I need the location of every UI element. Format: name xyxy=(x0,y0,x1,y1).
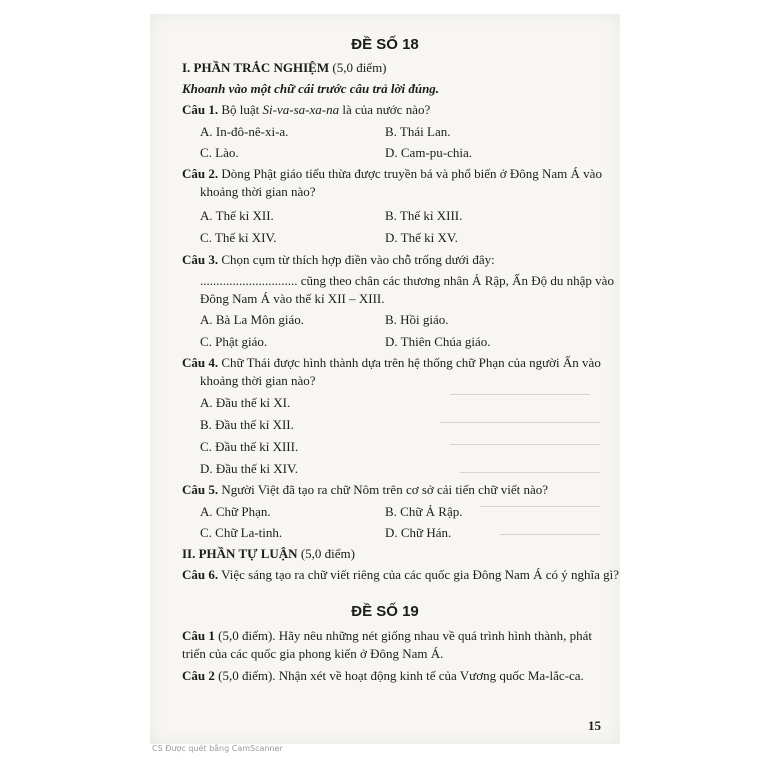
q1-option-c: C. Lào. xyxy=(200,145,239,160)
q4-option-a: A. Đầu thế kỉ XI. xyxy=(200,395,291,410)
part1-heading-text: I. PHẦN TRẮC NGHIỆM xyxy=(182,60,330,75)
exam-19-title: ĐỀ SỐ 19 xyxy=(351,603,419,620)
q3-line1: Chọn cụm từ thích hợp điền vào chỗ trống dưới đây: xyxy=(221,252,495,267)
q3-option-d: D. Thiên Chúa giáo. xyxy=(385,334,491,349)
q4-label: Câu 4. xyxy=(182,355,219,370)
q5-option-a: A. Chữ Phạn. xyxy=(200,504,271,519)
q1-stem xyxy=(182,102,430,118)
q5-label: Câu 5. xyxy=(182,482,219,497)
q2-label: Câu 2. xyxy=(182,166,219,181)
q2-option-d: D. Thế kỉ XV. xyxy=(385,230,458,245)
q1-option-a: A. In-đô-nê-xi-a. xyxy=(200,124,289,139)
part1-heading xyxy=(182,60,387,76)
q5-line1: Người Việt đã tạo ra chữ Nôm trên cơ sở cải tiến chữ viết nào? xyxy=(221,482,549,497)
q3-line2: cũng theo chân các thương nhân Ả Rập, Ấn Độ du nhập vào xyxy=(300,273,614,288)
q3-line3: Đông Nam Á vào thế kỉ XII – XIII. xyxy=(200,291,385,306)
bleed-through-line xyxy=(440,422,600,423)
q4-stem xyxy=(182,355,601,371)
q3-option-a: A. Bà La Môn giáo. xyxy=(200,312,304,327)
q5-option-d: D. Chữ Hán. xyxy=(385,525,452,540)
q6-label: Câu 6. xyxy=(182,567,219,582)
exam-18-title: ĐỀ SỐ 18 xyxy=(351,36,419,53)
q4-option-c: C. Đầu thế kỉ XIII. xyxy=(200,439,299,454)
q1-text-a: Bộ luật xyxy=(221,102,260,117)
q1-label: Câu 1. xyxy=(182,102,219,117)
exam19-q2-line1: (5,0 điểm). Nhận xét về hoạt động kinh tế của Vương quốc Ma-lắc-ca. xyxy=(218,668,584,683)
q4-line2: khoảng thời gian nào? xyxy=(200,373,316,388)
q1-text-c: là của nước nào? xyxy=(342,102,431,117)
book-page xyxy=(150,14,620,744)
q4-line1: Chữ Thái được hình thành dựa trên hệ thống chữ Phạn của người Ấn vào xyxy=(221,355,601,370)
part2-points: (5,0 điểm) xyxy=(300,546,355,561)
exam19-q1-label: Câu 1 xyxy=(182,628,215,643)
exam19-q2-label: Câu 2 xyxy=(182,668,215,683)
q6-stem xyxy=(182,567,619,583)
q4-option-b: B. Đầu thế kỉ XII. xyxy=(200,417,294,432)
q2-option-c: C. Thế kỉ XIV. xyxy=(200,230,277,245)
q3-stem xyxy=(182,252,495,268)
q2-line1: Dòng Phật giáo tiểu thừa được truyền bá và phổ biến ở Đông Nam Á vào xyxy=(221,166,602,181)
bleed-through-line xyxy=(500,534,600,535)
bleed-through-line xyxy=(460,472,600,473)
part2-heading xyxy=(182,546,355,562)
bleed-through-line xyxy=(450,444,600,445)
q2-line2: khoảng thời gian nào? xyxy=(200,184,316,199)
exam19-q1-stem xyxy=(182,628,592,644)
q1-option-d: D. Cam-pu-chia. xyxy=(385,145,473,160)
q2-option-b: B. Thế kỉ XIII. xyxy=(385,208,463,223)
q1-text-b: Si-va-sa-xa-na xyxy=(262,102,340,117)
exam19-q1-line1: (5,0 điểm). Hãy nêu những nét giống nhau về quá trình hình thành, phát xyxy=(218,628,592,643)
q2-option-a: A. Thế kỉ XII. xyxy=(200,208,274,223)
instruction: Khoanh vào một chữ cái trước câu trả lời đúng. xyxy=(182,81,440,96)
exam19-q1-line2: triển của các quốc gia phong kiến ở Đông Nam Á. xyxy=(182,646,444,661)
part2-heading-text: II. PHẦN TỰ LUẬN xyxy=(182,546,298,561)
q5-stem xyxy=(182,482,548,498)
q3-line2-wrap xyxy=(200,273,614,289)
page-number: 15 xyxy=(588,718,601,733)
scanner-watermark: CS Được quét bằng CamScanner xyxy=(152,744,283,753)
q6-line1: Việc sáng tạo ra chữ viết riêng của các quốc gia Đông Nam Á có ý nghĩa gì? xyxy=(221,567,620,582)
q3-option-c: C. Phật giáo. xyxy=(200,334,268,349)
part1-points: (5,0 điểm) xyxy=(332,60,387,75)
bleed-through-line xyxy=(450,394,590,395)
q1-option-b: B. Thái Lan. xyxy=(385,124,451,139)
q5-option-c: C. Chữ La-tinh. xyxy=(200,525,283,540)
q5-option-b: B. Chữ Ả Rập. xyxy=(385,504,463,519)
q4-option-d: D. Đầu thế kỉ XIV. xyxy=(200,461,298,476)
exam19-q2-stem xyxy=(182,668,584,684)
q3-option-b: B. Hồi giáo. xyxy=(385,312,449,327)
q2-stem xyxy=(182,166,602,182)
bleed-through-line xyxy=(480,506,600,507)
q3-blank: .............................. xyxy=(200,273,298,288)
q3-label: Câu 3. xyxy=(182,252,219,267)
